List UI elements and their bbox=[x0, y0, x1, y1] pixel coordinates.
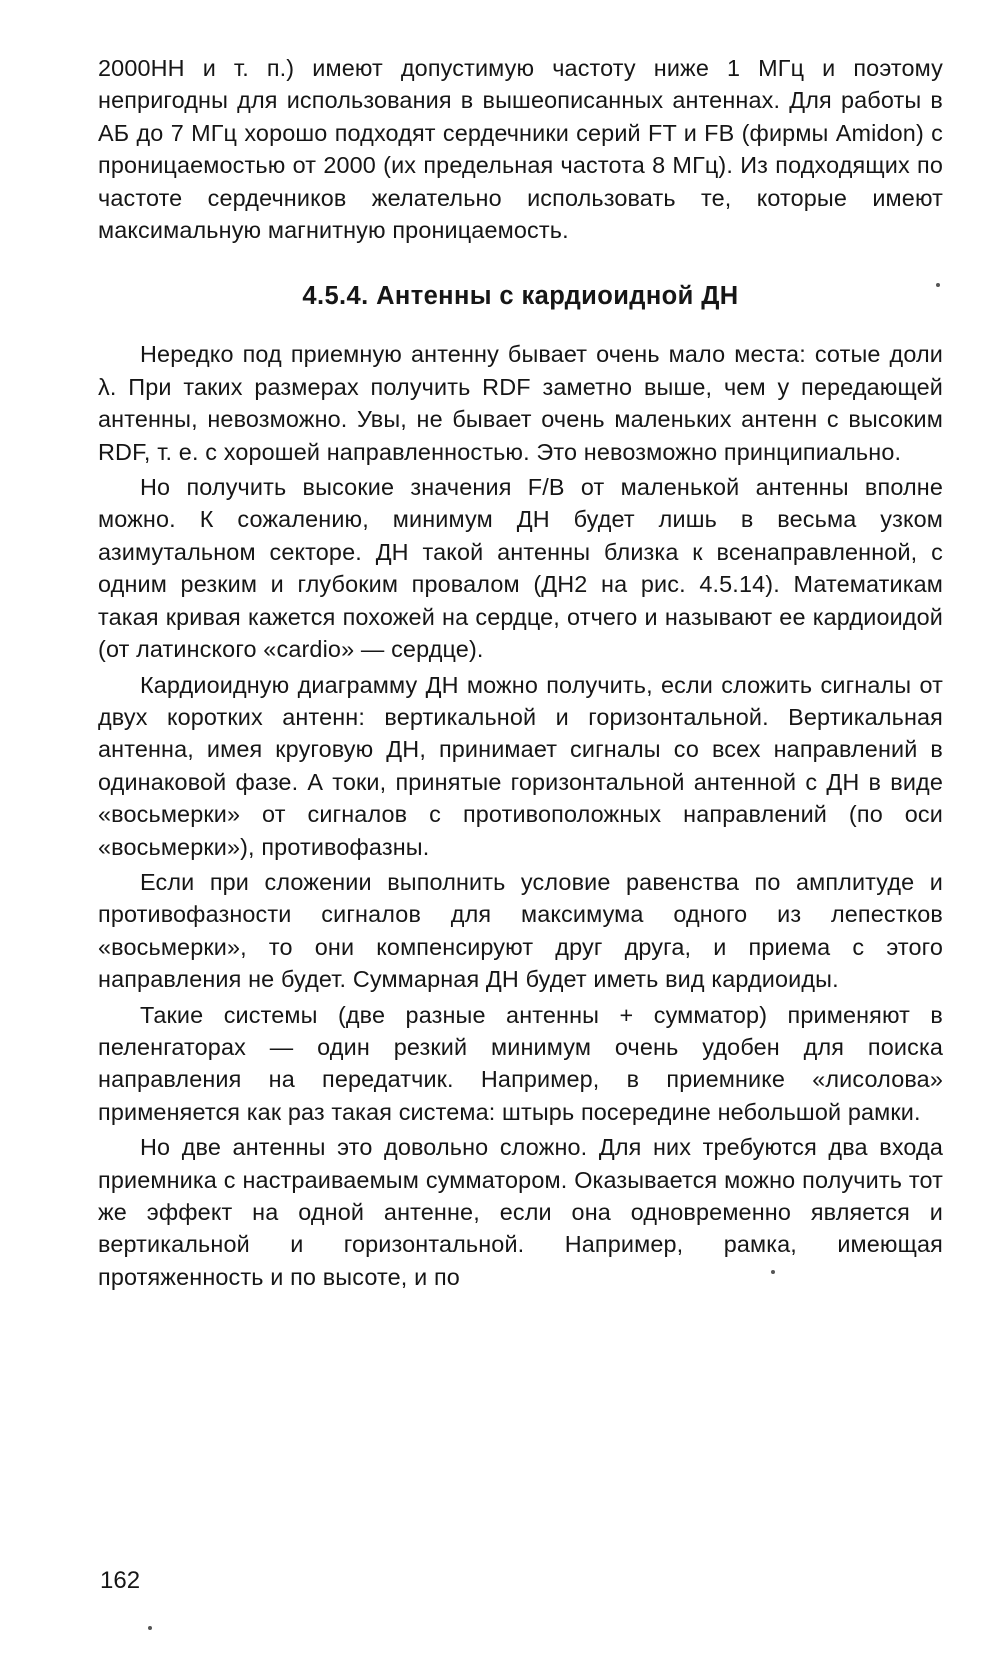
paragraph-5: Такие системы (две разные антенны + сумматор) применяют в пеленгаторах — один резкий минимум очень удобен для поиска направления на передатчик. Например, в приемнике «лисолова» применяется как раз такая система: штырь посередине небольшой рамки. bbox=[98, 1001, 943, 1125]
section-heading: 4.5.4. Антенны с кардиоидной ДН bbox=[302, 282, 739, 311]
paragraph-4: Если при сложении выполнить условие равенства по амплитуде и противофазности сигналов для максимума одного из лепестков «восьмерки», то они компенсируют друг друга, и приема с этого направления не будет. Суммарная ДН будет иметь вид кардиоиды. bbox=[98, 868, 943, 993]
scan-speck bbox=[148, 1626, 152, 1630]
page-number: 162 bbox=[100, 1567, 141, 1594]
scan-speck bbox=[771, 1270, 775, 1274]
paragraph-6: Но две антенны это довольно сложно. Для них требуются два входа приемника с настраиваемым сумматором. Оказывается можно получить тот же эффект на одной антенне, если она одновременно является и вертикальной и горизонтальной. Например, рамка, имеющая протяженность и по высоте, и по bbox=[98, 1134, 943, 1290]
book-page-body bbox=[98, 52, 943, 1293]
scan-speck bbox=[936, 283, 940, 287]
intro-paragraph: 2000НН и т. п.) имеют допустимую частоту ниже 1 МГц и поэтому непригодны для использования в вышеописанных антеннах. Для работы в АБ до 7 МГц хорошо подходят сердечники серий FT и FB (фирмы Amidon) с проницаемостью от 2000 (их предельная частота 8 МГц). Из подходящих по частоте сердечников желательно использовать те, которые имеют максимальную магнитную проницаемость. bbox=[98, 55, 943, 244]
paragraph-3: Кардиоидную диаграмму ДН можно получить, если сложить сигналы от двух коротких антенн: вертикальной и горизонтальной. Вертикальная антенна, имея круговую ДН, принимает сигналы со всех направлений в одинаковой фазе. А токи, принятые горизонтальной антенной с ДН в виде «восьмерки» от сигналов с противоположных направлений (по оси «восьмерки»), противофазны. bbox=[98, 671, 943, 860]
paragraph-1: Нередко под приемную антенну бывает очень мало места: сотые доли λ. При таких размерах получить RDF заметно выше, чем у передающей антенны, невозможно. Увы, не бывает очень маленьких антенн с высоким RDF, т. е. с хорошей направленностью. Это невозможно принципиально. bbox=[98, 341, 943, 465]
paragraph-2: Но получить высокие значения F/B от маленькой антенны вполне можно. К сожалению, минимум ДН будет лишь в весьма узком азимутальном секторе. ДН такой антенны близка к всенаправленной, с одним резким и глубоким провалом (ДН2 на рис. 4.5.14). Математикам такая кривая кажется похожей на сердце, отчего и называют ее кардиоидой (от латинского «cardio» — сердце). bbox=[98, 474, 943, 663]
